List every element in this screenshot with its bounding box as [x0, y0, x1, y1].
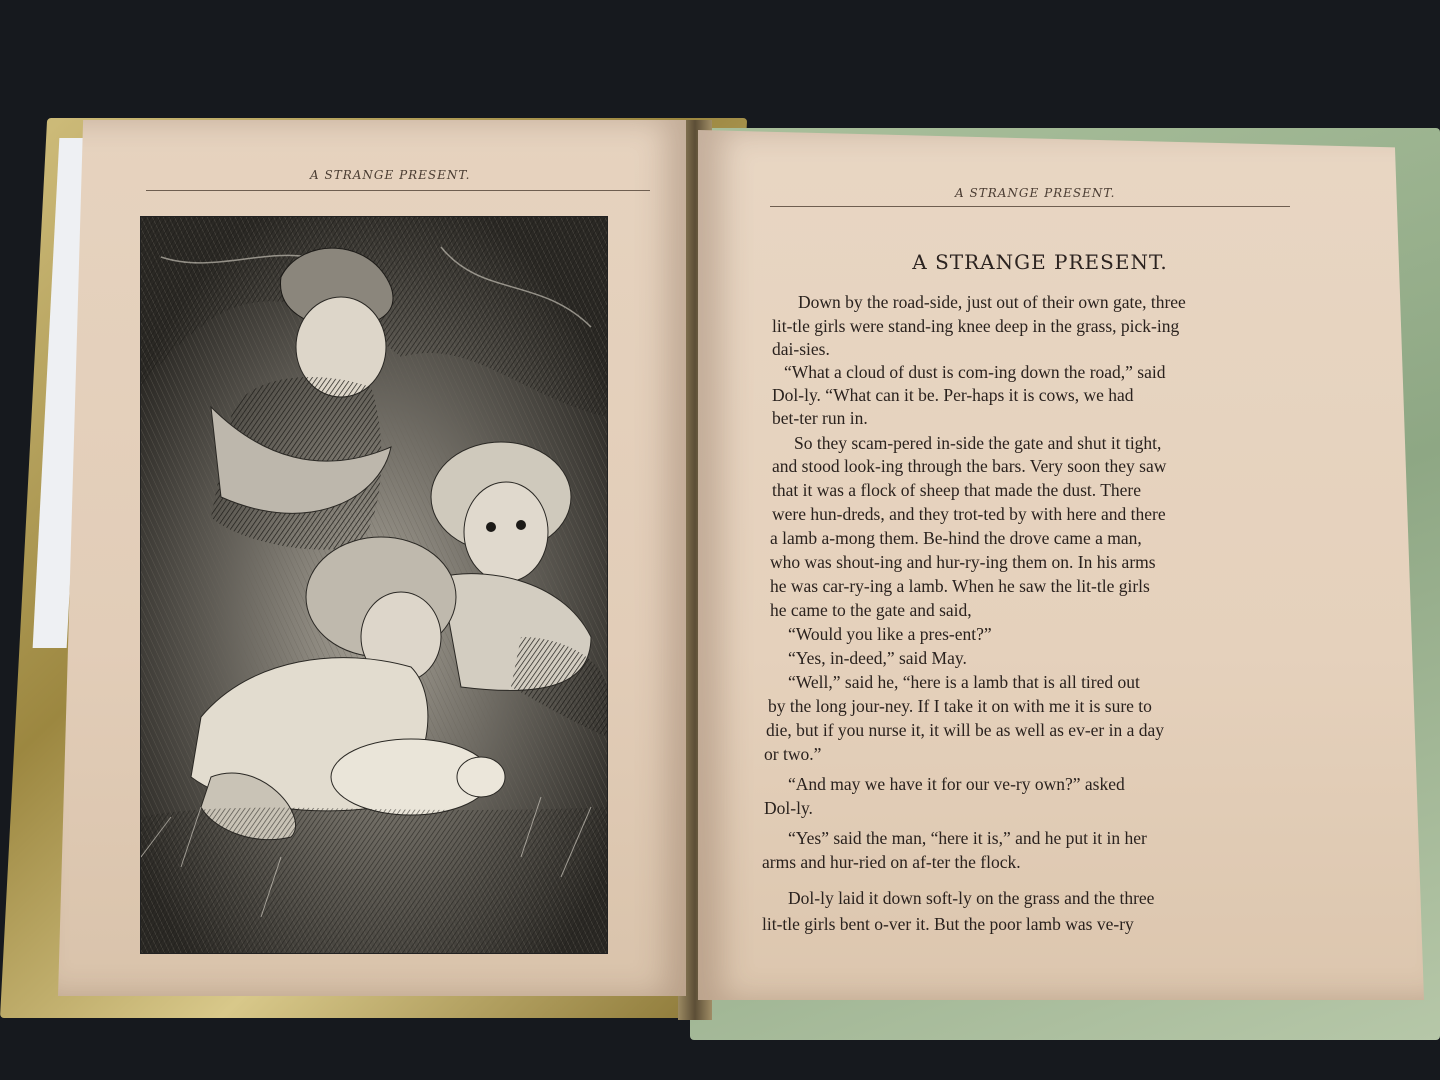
text-line: Dol-ly.: [764, 798, 813, 818]
right-head-rule: [770, 206, 1290, 207]
left-head-rule: [146, 190, 650, 191]
engraving-illustration: [140, 216, 608, 954]
text-line: who was shout-ing and hur-ry-ing them on. In his arms: [770, 552, 1156, 572]
text-line: dai-sies.: [772, 339, 830, 359]
text-line: “Yes, in-deed,” said May.: [788, 648, 967, 668]
text-line: lit-tle girls bent o-ver it. But the poor lamb was ve-ry: [762, 914, 1134, 934]
text-line: “Well,” said he, “here is a lamb that is all tired out: [788, 672, 1140, 692]
text-line: were hun-dreds, and they trot-ted by with here and there: [772, 504, 1166, 524]
text-line: he came to the gate and said,: [770, 600, 972, 620]
right-running-head: A STRANGE PRESENT.: [955, 186, 1116, 200]
text-line: die, but if you nurse it, it will be as well as ev-er in a day: [766, 720, 1165, 740]
text-line: that it was a flock of sheep that made the dust. There: [772, 480, 1142, 500]
text-line: Dol-ly laid it down soft-ly on the grass and the three: [788, 888, 1155, 908]
chapter-title: A STRANGE PRESENT.: [912, 250, 1168, 274]
text-line: he was car-ry-ing a lamb. When he saw the lit-tle girls: [770, 576, 1150, 596]
text-line: or two.”: [764, 744, 822, 764]
text-line: by the long jour-ney. If I take it on with me it is sure to: [768, 696, 1152, 716]
text-line: bet-ter run in.: [772, 408, 868, 428]
text-line: Dol-ly. “What can it be. Per-haps it is cows, we had: [772, 385, 1134, 405]
text-line: lit-tle girls were stand-ing knee deep in the grass, pick-ing: [772, 316, 1180, 336]
text-line: “And may we have it for our ve-ry own?” asked: [788, 774, 1125, 794]
text-line: “Yes” said the man, “here it is,” and he put it in her: [788, 828, 1147, 848]
text-line: “Would you like a pres-ent?”: [788, 624, 992, 644]
text-line: Down by the road-side, just out of their own gate, three: [798, 292, 1186, 312]
text-line: “What a cloud of dust is com-ing down the road,” said: [784, 362, 1166, 382]
text-line: So they scam-pered in-side the gate and shut it tight,: [794, 433, 1162, 453]
text-line: and stood look-ing through the bars. Very soon they saw: [772, 456, 1167, 476]
text-line: arms and hur-ried on af-ter the flock.: [762, 852, 1021, 872]
text-line: a lamb a-mong them. Be-hind the drove came a man,: [770, 528, 1142, 548]
left-running-head: A STRANGE PRESENT.: [310, 168, 471, 182]
engraving-drawing: [141, 217, 607, 953]
